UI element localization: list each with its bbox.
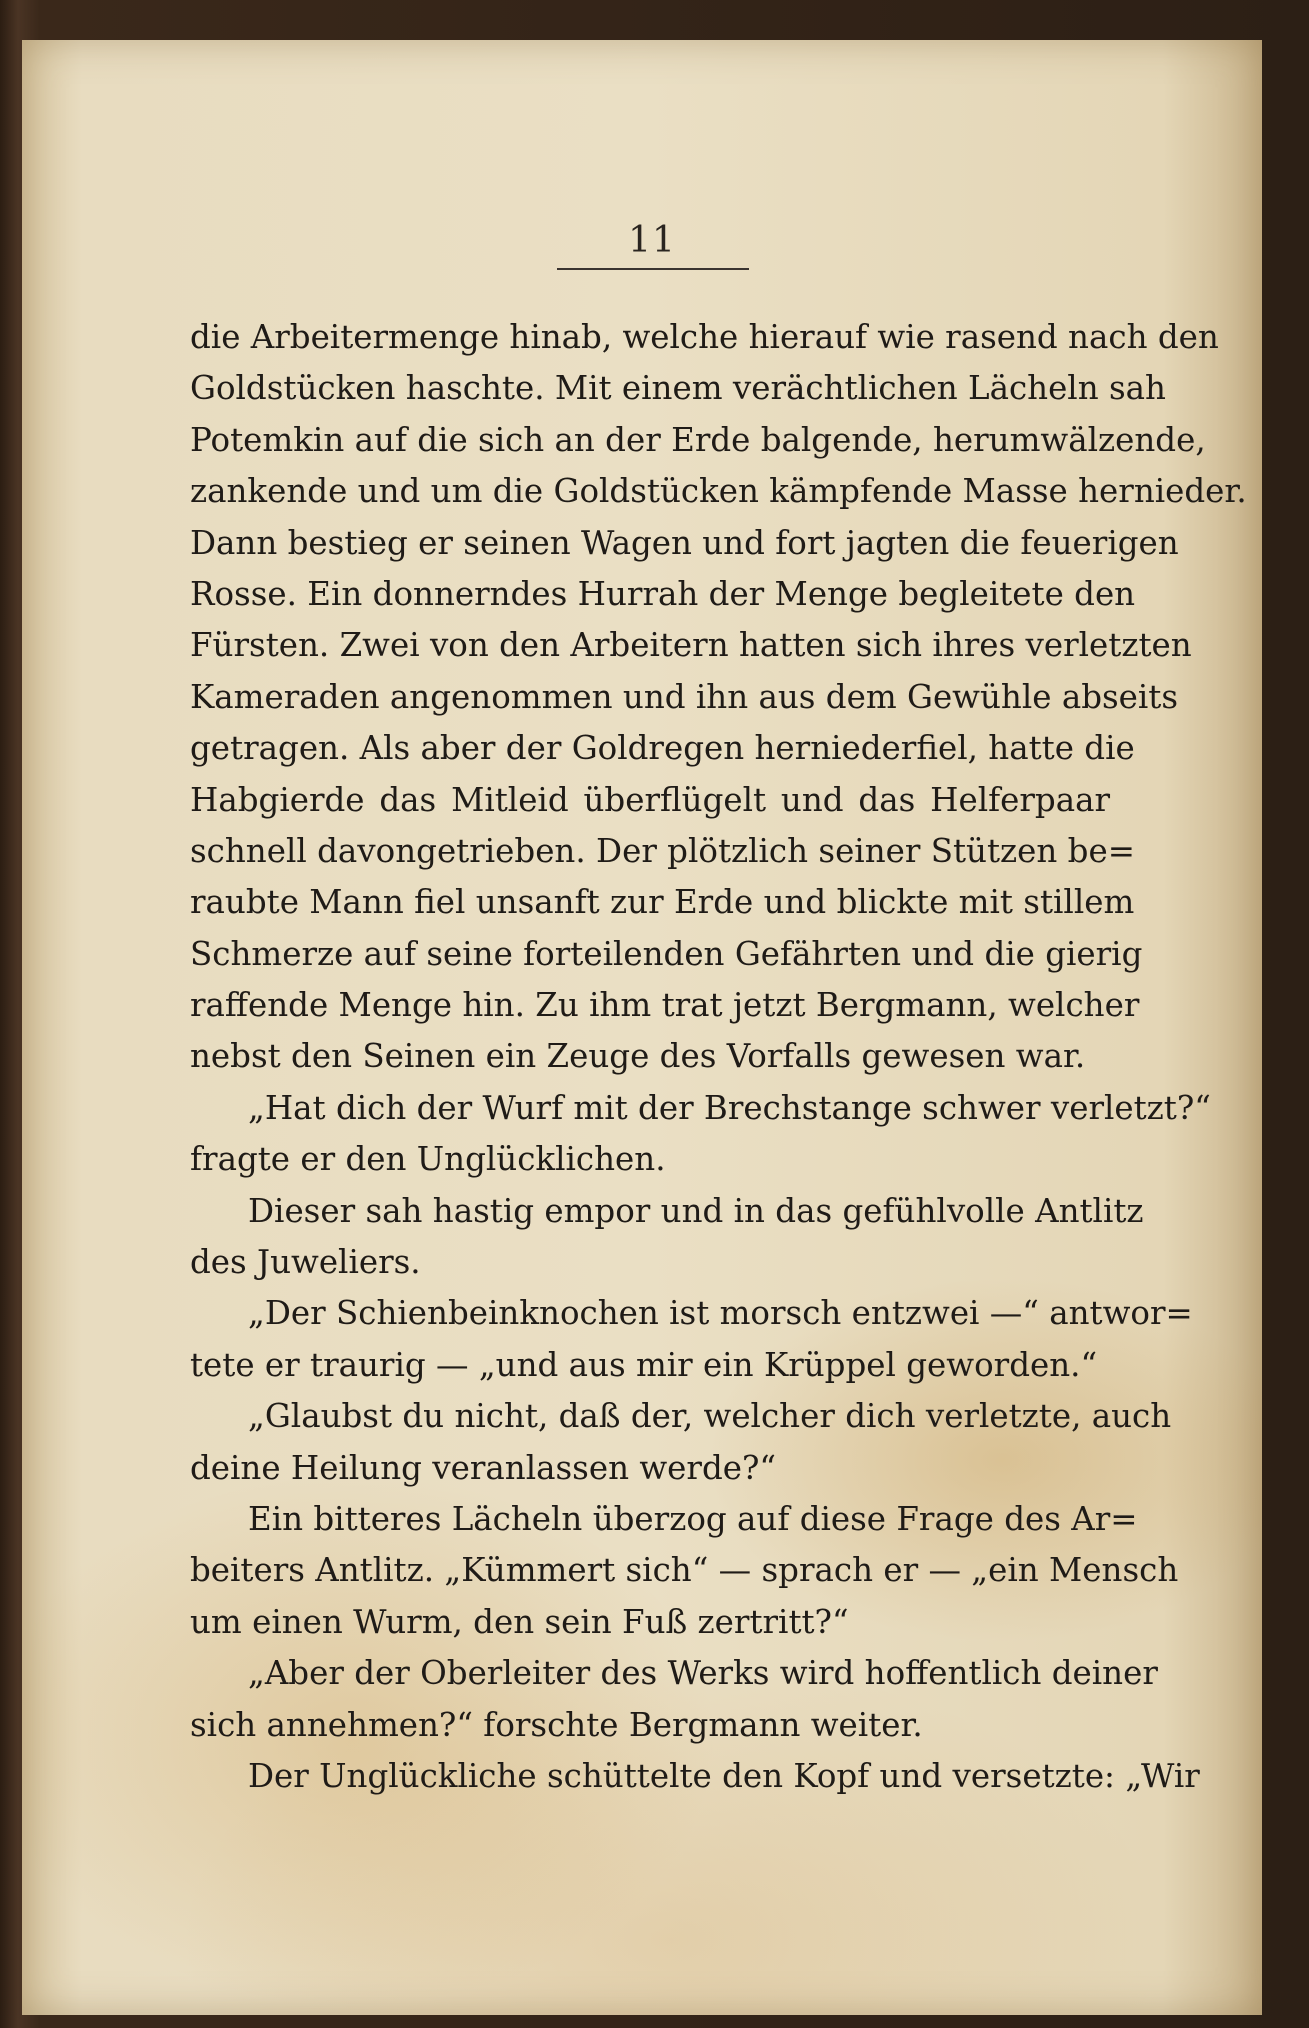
text-line: Dieser sah hastig empor und in das gefühlvolle Antlitz (248, 1191, 1144, 1230)
text-line: schnell davongetrieben. Der plötzlich seiner Stützen be= (190, 831, 1135, 870)
text-line: „Hat dich der Wurf mit der Brechstange schwer verletzt?“ (248, 1088, 1211, 1127)
text-line: Rosse. Ein donnerndes Hurrah der Menge begleitete den (190, 574, 1136, 613)
text-line: fragte er den Unglücklichen. (190, 1140, 666, 1179)
text-line: beiters Antlitz. „Kümmert sich“ — sprach er — „ein Mensch (190, 1551, 1179, 1590)
text-line: sich annehmen?“ forschte Bergmann weiter. (190, 1705, 923, 1744)
text-line: nebst den Seinen ein Zeuge des Vorfalls gewesen war. (190, 1037, 1086, 1076)
page-number: 11 (628, 220, 676, 261)
text-line: Der Unglückliche schüttelte den Kopf und versetzte: „Wir (248, 1756, 1200, 1795)
text-line: Goldstücken haschte. Mit einem verächtlichen Lächeln sah (190, 369, 1166, 408)
body-text (190, 312, 1247, 1802)
text-line: Potemkin auf die sich an der Erde balgende, herumwälzende, (190, 420, 1206, 459)
text-line: Habgierde das Mitleid überflügelt und das Helferpaar (190, 780, 1110, 819)
text-line: die Arbeitermenge hinab, welche hierauf wie rasend nach den (190, 318, 1219, 356)
page-number-rule (557, 268, 749, 270)
text-line: deine Heilung veranlassen werde?“ (190, 1448, 777, 1487)
text-line: des Juweliers. (190, 1243, 421, 1282)
book-page (22, 40, 1262, 2015)
text-line: zankende und um die Goldstücken kämpfende Masse hernieder. (190, 472, 1247, 511)
text-line: „Aber der Oberleiter des Werks wird hoffentlich deiner (248, 1654, 1158, 1693)
text-line: Schmerze auf seine forteilenden Gefährten und die gierig (190, 934, 1143, 973)
text-line: tete er traurig — „und aus mir ein Krüppel geworden.“ (190, 1345, 1098, 1384)
text-line: raffende Menge hin. Zu ihm trat jetzt Bergmann, welcher (190, 986, 1140, 1025)
text-line: um einen Wurm, den sein Fuß zertritt?“ (190, 1602, 849, 1641)
text-line: Dann bestieg er seinen Wagen und fort jagten die feuerigen (190, 523, 1179, 562)
text-line: „Der Schienbeinknochen ist morsch entzwei —“ antwor= (248, 1294, 1193, 1333)
text-line: raubte Mann fiel unsanft zur Erde und blickte mit stillem (190, 883, 1135, 922)
text-line: getragen. Als aber der Goldregen herniederfiel, hatte die (190, 729, 1135, 768)
text-line: Kameraden angenommen und ihn aus dem Gewühle abseits (190, 677, 1179, 716)
text-line: „Glaubst du nicht, daß der, welcher dich verletzte, auch (248, 1397, 1172, 1436)
text-line: Ein bitteres Lächeln überzog auf diese Frage des Ar= (248, 1499, 1138, 1538)
text-line: Fürsten. Zwei von den Arbeitern hatten sich ihres verletzten (190, 626, 1192, 665)
